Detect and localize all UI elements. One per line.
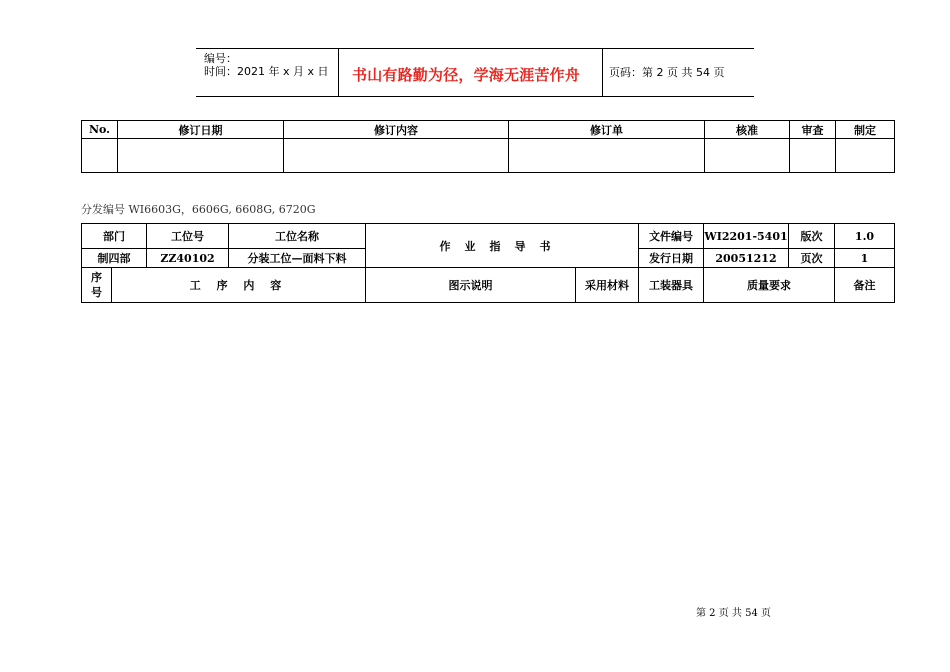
quality-label: 质量要求 bbox=[704, 268, 835, 303]
dept-label: 部门 bbox=[82, 224, 147, 249]
revision-col-date: 修订日期 bbox=[118, 121, 284, 139]
file-no-label: 文件编号 bbox=[639, 224, 704, 249]
revision-cell bbox=[836, 139, 895, 173]
header-divider-right bbox=[602, 48, 603, 96]
header-bottom-rule bbox=[196, 96, 754, 97]
revision-cell bbox=[509, 139, 705, 173]
motto-text: 书山有路勤为径，学海无涯苦作舟 bbox=[352, 66, 581, 84]
revision-col-review: 审查 bbox=[790, 121, 836, 139]
revision-empty-row bbox=[82, 139, 895, 173]
remarks-label: 备注 bbox=[835, 268, 895, 303]
material-label: 采用材料 bbox=[576, 268, 639, 303]
page-count-label: 页码：第 2 页 共 54 页 bbox=[609, 66, 725, 79]
page-no-label: 页次 bbox=[789, 249, 835, 268]
station-no-label: 工位号 bbox=[147, 224, 229, 249]
page-footer: 第 2 页 共 54 页 bbox=[696, 608, 771, 619]
revision-col-approve: 核准 bbox=[705, 121, 790, 139]
revision-cell bbox=[705, 139, 790, 173]
header-divider-left bbox=[338, 48, 339, 96]
station-name-label: 工位名称 bbox=[229, 224, 366, 249]
revision-col-content: 修订内容 bbox=[284, 121, 509, 139]
process-content-text: 工 序 内 容 bbox=[189, 279, 288, 292]
revision-cell bbox=[284, 139, 509, 173]
station-no-value: ZZ40102 bbox=[147, 249, 229, 268]
revision-col-author: 制定 bbox=[836, 121, 895, 139]
work-instruction-table bbox=[81, 223, 895, 303]
revision-col-order: 修订单 bbox=[509, 121, 705, 139]
date-label: 时间：2021 年 x 月 x 日 bbox=[204, 65, 329, 78]
seq-label bbox=[82, 268, 112, 303]
issue-date-value: 20051212 bbox=[704, 249, 789, 268]
revision-cell bbox=[118, 139, 284, 173]
document-title: 作业指导书 bbox=[366, 224, 639, 268]
dept-value: 制四部 bbox=[82, 249, 147, 268]
revision-cell bbox=[82, 139, 118, 173]
revision-col-no: No. bbox=[82, 121, 118, 139]
page-no-value: 1 bbox=[835, 249, 895, 268]
process-content-label bbox=[112, 268, 366, 303]
distribution-number: 分发编号 WI6603G，6606G, 6608G, 6720G bbox=[81, 203, 316, 216]
version-label: 版次 bbox=[789, 224, 835, 249]
version-value: 1.0 bbox=[835, 224, 895, 249]
revision-table bbox=[81, 120, 895, 173]
diagram-label: 图示说明 bbox=[366, 268, 576, 303]
file-no-value: WI2201-5401 bbox=[704, 224, 789, 249]
doc-number-label: 编号： bbox=[204, 52, 237, 65]
station-name-value: 分装工位—面料下料 bbox=[229, 249, 366, 268]
header-top-rule bbox=[196, 48, 754, 49]
issue-date-label: 发行日期 bbox=[639, 249, 704, 268]
seq-label-text: 序号 bbox=[91, 271, 102, 299]
revision-cell bbox=[790, 139, 836, 173]
fixture-label: 工装器具 bbox=[639, 268, 704, 303]
